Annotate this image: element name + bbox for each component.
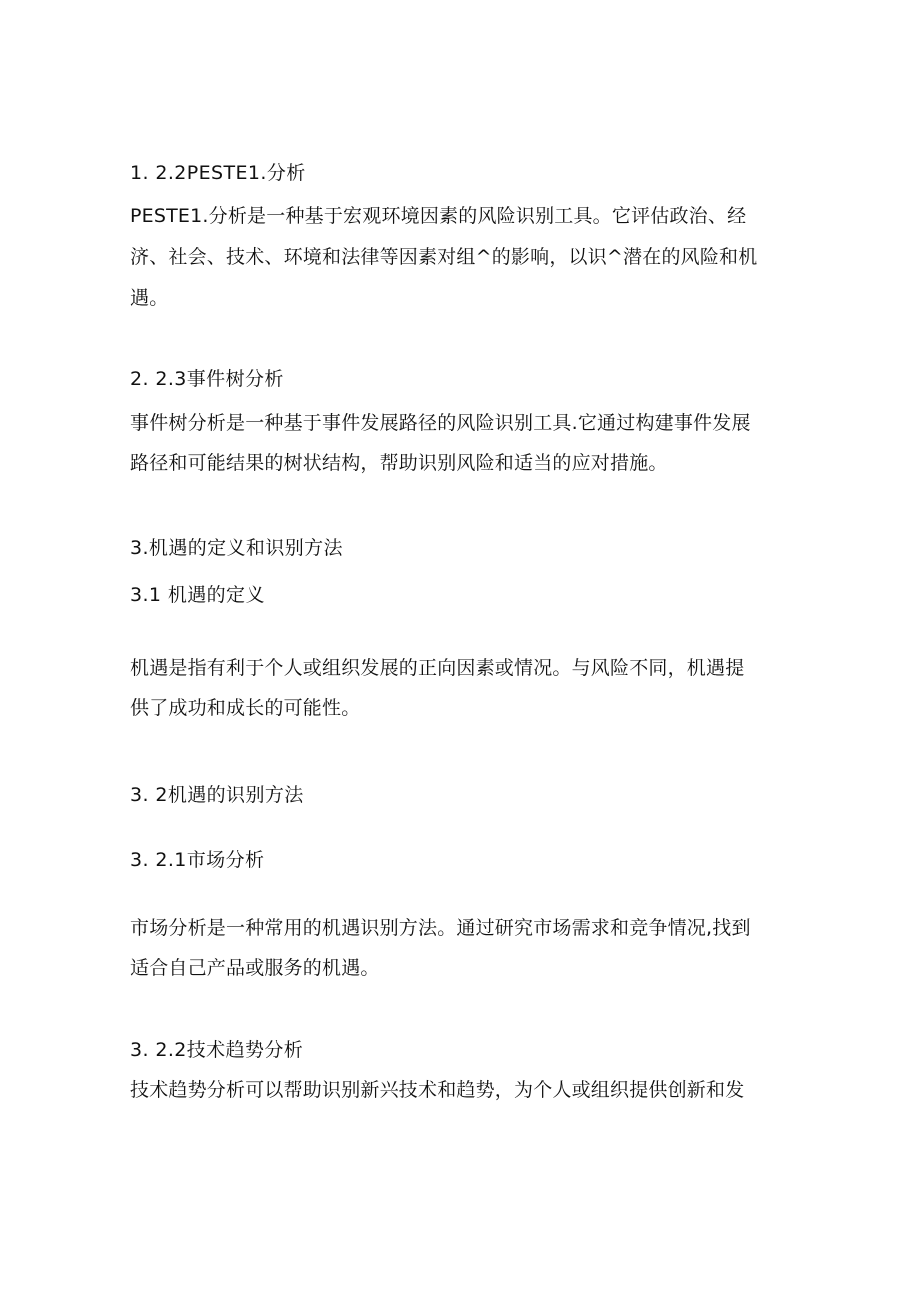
paragraph-peste-line-2: 济、社会、技术、环境和法律等因素对组^的影响，以识^潜在的风险和机 <box>130 246 758 268</box>
paragraph-market-line-1: 市场分析是一种常用的机遇识别方法。通过研究市场需求和竞争情况,找到 <box>130 917 751 939</box>
paragraph-tech-trend-line-1: 技术趋势分析可以帮助识别新兴技术和趋势，为个人或组织提供创新和发 <box>130 1079 745 1101</box>
paragraph-peste-line-3: 遇。 <box>130 287 169 309</box>
heading-3-2-identification-methods: 3. 2机遇的识别方法 <box>130 784 304 806</box>
heading-2-2-peste: 1. 2.2PESTE1.分析 <box>130 162 306 184</box>
paragraph-event-tree-line-1: 事件树分析是一种基于事件发展路径的风险识别工具.它通过构建事件发展 <box>130 412 751 434</box>
heading-3-opportunity-definition-methods: 3.机遇的定义和识别方法 <box>130 537 343 559</box>
paragraph-peste-line-1: PESTE1.分析是一种基于宏观环境因素的风险识别工具。它评估政治、经 <box>130 205 747 227</box>
paragraph-opportunity-line-1: 机遇是指有利于个人或组织发展的正向因素或情况。与风险不同，机遇提 <box>130 657 745 679</box>
heading-3-1-opportunity-definition: 3.1 机遇的定义 <box>130 584 265 606</box>
paragraph-market-line-2: 适合自己产品或服务的机遇。 <box>130 957 380 979</box>
heading-3-2-1-market-analysis: 3. 2.1市场分析 <box>130 849 265 871</box>
paragraph-opportunity-line-2: 供了成功和成长的可能性。 <box>130 697 361 719</box>
paragraph-event-tree-line-2: 路径和可能结果的树状结构，帮助识别风险和适当的应对措施。 <box>130 452 668 474</box>
heading-2-3-event-tree: 2. 2.3事件树分析 <box>130 368 284 390</box>
heading-3-2-2-tech-trend-analysis: 3. 2.2技术趋势分析 <box>130 1039 304 1061</box>
